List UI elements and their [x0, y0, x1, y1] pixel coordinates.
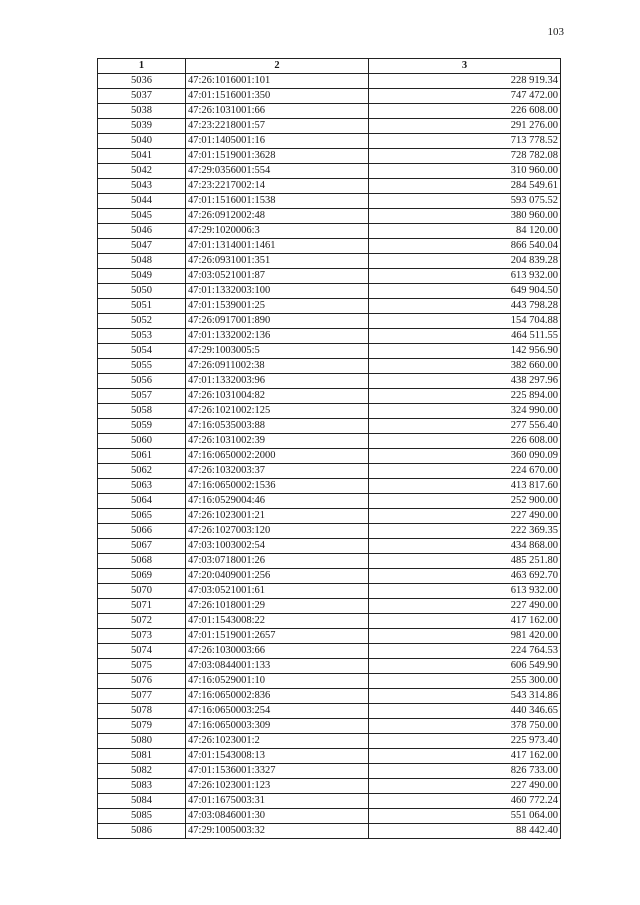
table-row	[98, 464, 561, 479]
amount-cell: 463 692.70	[369, 569, 561, 584]
row-number-cell: 5067	[98, 539, 186, 554]
row-number-cell: 5083	[98, 779, 186, 794]
cadastral-code-cell: 47:26:0911002:38	[186, 359, 369, 374]
table-row	[98, 809, 561, 824]
table-row	[98, 704, 561, 719]
table-row	[98, 569, 561, 584]
cadastral-code-cell: 47:01:1536001:3327	[186, 764, 369, 779]
cadastral-code-cell: 47:26:0912002:48	[186, 209, 369, 224]
amount-cell: 222 369.35	[369, 524, 561, 539]
row-number-cell: 5070	[98, 584, 186, 599]
amount-cell: 434 868.00	[369, 539, 561, 554]
table-row	[98, 194, 561, 209]
amount-cell: 613 932.00	[369, 584, 561, 599]
cadastral-code-cell: 47:20:0409001:256	[186, 569, 369, 584]
cadastral-code-cell: 47:23:2218001:57	[186, 119, 369, 134]
cadastral-code-cell: 47:16:0650003:254	[186, 704, 369, 719]
cadastral-code-cell: 47:26:1031001:66	[186, 104, 369, 119]
amount-cell: 252 900.00	[369, 494, 561, 509]
amount-cell: 551 064.00	[369, 809, 561, 824]
amount-cell: 417 162.00	[369, 614, 561, 629]
row-number-cell: 5065	[98, 509, 186, 524]
cadastral-code-cell: 47:03:0521001:87	[186, 269, 369, 284]
amount-cell: 227 490.00	[369, 779, 561, 794]
table-row	[98, 389, 561, 404]
cadastral-code-cell: 47:16:0650002:2000	[186, 449, 369, 464]
table-row	[98, 749, 561, 764]
amount-cell: 981 420.00	[369, 629, 561, 644]
table-row	[98, 344, 561, 359]
row-number-cell: 5039	[98, 119, 186, 134]
amount-cell: 613 932.00	[369, 269, 561, 284]
table-row	[98, 824, 561, 839]
cadastral-code-cell: 47:01:1539001:25	[186, 299, 369, 314]
row-number-cell: 5072	[98, 614, 186, 629]
amount-cell: 360 090.09	[369, 449, 561, 464]
row-number-cell: 5044	[98, 194, 186, 209]
amount-cell: 284 549.61	[369, 179, 561, 194]
cadastral-code-cell: 47:29:1020006:3	[186, 224, 369, 239]
cadastral-code-cell: 47:03:0521001:61	[186, 584, 369, 599]
amount-cell: 443 798.28	[369, 299, 561, 314]
amount-cell: 747 472.00	[369, 89, 561, 104]
row-number-cell: 5085	[98, 809, 186, 824]
amount-cell: 440 346.65	[369, 704, 561, 719]
table-row	[98, 524, 561, 539]
row-number-cell: 5047	[98, 239, 186, 254]
amount-cell: 593 075.52	[369, 194, 561, 209]
amount-cell: 224 764.53	[369, 644, 561, 659]
amount-cell: 324 990.00	[369, 404, 561, 419]
row-number-cell: 5045	[98, 209, 186, 224]
row-number-cell: 5081	[98, 749, 186, 764]
cadastral-code-cell: 47:26:1027003:120	[186, 524, 369, 539]
cadastral-code-cell: 47:01:1314001:1461	[186, 239, 369, 254]
row-number-cell: 5054	[98, 344, 186, 359]
page-number: 103	[547, 26, 564, 38]
amount-cell: 826 733.00	[369, 764, 561, 779]
cadastral-code-cell: 47:23:2217002:14	[186, 179, 369, 194]
table-header-row	[98, 59, 561, 74]
table-row	[98, 719, 561, 734]
table-row	[98, 149, 561, 164]
cadastral-code-cell: 47:03:1003002:54	[186, 539, 369, 554]
row-number-cell: 5063	[98, 479, 186, 494]
table-row	[98, 269, 561, 284]
table-row	[98, 584, 561, 599]
row-number-cell: 5058	[98, 404, 186, 419]
row-number-cell: 5043	[98, 179, 186, 194]
row-number-cell: 5064	[98, 494, 186, 509]
row-number-cell: 5073	[98, 629, 186, 644]
cadastral-code-cell: 47:03:0718001:26	[186, 554, 369, 569]
table-row	[98, 629, 561, 644]
row-number-cell: 5076	[98, 674, 186, 689]
column-header-code: 2	[186, 59, 369, 74]
table-row	[98, 404, 561, 419]
table-row	[98, 659, 561, 674]
table-row	[98, 434, 561, 449]
row-number-cell: 5061	[98, 449, 186, 464]
row-number-cell: 5078	[98, 704, 186, 719]
amount-cell: 713 778.52	[369, 134, 561, 149]
cadastral-code-cell: 47:01:1516001:1538	[186, 194, 369, 209]
table-row	[98, 299, 561, 314]
table-row	[98, 644, 561, 659]
table-row	[98, 449, 561, 464]
table-row	[98, 764, 561, 779]
cadastral-code-cell: 47:01:1405001:16	[186, 134, 369, 149]
row-number-cell: 5071	[98, 599, 186, 614]
amount-cell: 866 540.04	[369, 239, 561, 254]
cadastral-code-cell: 47:01:1332003:96	[186, 374, 369, 389]
amount-cell: 227 490.00	[369, 599, 561, 614]
amount-cell: 226 608.00	[369, 434, 561, 449]
amount-cell: 606 549.90	[369, 659, 561, 674]
cadastral-code-cell: 47:16:0650003:309	[186, 719, 369, 734]
amount-cell: 417 162.00	[369, 749, 561, 764]
column-header-amount: 3	[369, 59, 561, 74]
data-table	[97, 58, 561, 839]
row-number-cell: 5056	[98, 374, 186, 389]
row-number-cell: 5057	[98, 389, 186, 404]
amount-cell: 255 300.00	[369, 674, 561, 689]
row-number-cell: 5037	[98, 89, 186, 104]
cadastral-code-cell: 47:26:1021002:125	[186, 404, 369, 419]
cadastral-code-cell: 47:26:1018001:29	[186, 599, 369, 614]
table-row	[98, 329, 561, 344]
table-row	[98, 74, 561, 89]
table-row	[98, 239, 561, 254]
table-row	[98, 374, 561, 389]
row-number-cell: 5059	[98, 419, 186, 434]
amount-cell: 464 511.55	[369, 329, 561, 344]
table-row	[98, 539, 561, 554]
row-number-cell: 5068	[98, 554, 186, 569]
amount-cell: 310 960.00	[369, 164, 561, 179]
amount-cell: 224 670.00	[369, 464, 561, 479]
row-number-cell: 5048	[98, 254, 186, 269]
row-number-cell: 5052	[98, 314, 186, 329]
cadastral-code-cell: 47:01:1516001:350	[186, 89, 369, 104]
cadastral-code-cell: 47:16:0535003:88	[186, 419, 369, 434]
cadastral-code-cell: 47:03:0844001:133	[186, 659, 369, 674]
row-number-cell: 5038	[98, 104, 186, 119]
row-number-cell: 5075	[98, 659, 186, 674]
amount-cell: 228 919.34	[369, 74, 561, 89]
table-row	[98, 119, 561, 134]
row-number-cell: 5084	[98, 794, 186, 809]
table-row	[98, 494, 561, 509]
amount-cell: 649 904.50	[369, 284, 561, 299]
table-body	[98, 74, 561, 839]
row-number-cell: 5051	[98, 299, 186, 314]
table-row	[98, 554, 561, 569]
cadastral-code-cell: 47:01:1543008:13	[186, 749, 369, 764]
table-row	[98, 479, 561, 494]
table-row	[98, 224, 561, 239]
amount-cell: 380 960.00	[369, 209, 561, 224]
table-row	[98, 314, 561, 329]
table-row	[98, 794, 561, 809]
table-row	[98, 674, 561, 689]
cadastral-code-cell: 47:26:1032003:37	[186, 464, 369, 479]
cadastral-code-cell: 47:01:1332002:136	[186, 329, 369, 344]
row-number-cell: 5069	[98, 569, 186, 584]
amount-cell: 291 276.00	[369, 119, 561, 134]
cadastral-code-cell: 47:16:0529001:10	[186, 674, 369, 689]
cadastral-code-cell: 47:26:1031004:82	[186, 389, 369, 404]
amount-cell: 413 817.60	[369, 479, 561, 494]
row-number-cell: 5060	[98, 434, 186, 449]
table-row	[98, 284, 561, 299]
cadastral-code-cell: 47:26:1023001:21	[186, 509, 369, 524]
cadastral-code-cell: 47:29:0356001:554	[186, 164, 369, 179]
table-row	[98, 164, 561, 179]
amount-cell: 226 608.00	[369, 104, 561, 119]
cadastral-code-cell: 47:01:1675003:31	[186, 794, 369, 809]
table-row	[98, 509, 561, 524]
cadastral-code-cell: 47:03:0846001:30	[186, 809, 369, 824]
cadastral-code-cell: 47:29:1005003:32	[186, 824, 369, 839]
cadastral-code-cell: 47:26:1023001:123	[186, 779, 369, 794]
cadastral-code-cell: 47:01:1332003:100	[186, 284, 369, 299]
table-row	[98, 179, 561, 194]
amount-cell: 225 973.40	[369, 734, 561, 749]
amount-cell: 378 750.00	[369, 719, 561, 734]
amount-cell: 460 772.24	[369, 794, 561, 809]
row-number-cell: 5074	[98, 644, 186, 659]
table-row	[98, 599, 561, 614]
amount-cell: 88 442.40	[369, 824, 561, 839]
amount-cell: 84 120.00	[369, 224, 561, 239]
row-number-cell: 5066	[98, 524, 186, 539]
cadastral-code-cell: 47:26:0931001:351	[186, 254, 369, 269]
amount-cell: 485 251.80	[369, 554, 561, 569]
cadastral-code-cell: 47:26:1016001:101	[186, 74, 369, 89]
table-row	[98, 779, 561, 794]
row-number-cell: 5041	[98, 149, 186, 164]
amount-cell: 225 894.00	[369, 389, 561, 404]
column-header-number: 1	[98, 59, 186, 74]
cadastral-code-cell: 47:16:0529004:46	[186, 494, 369, 509]
table-row	[98, 254, 561, 269]
amount-cell: 204 839.28	[369, 254, 561, 269]
row-number-cell: 5049	[98, 269, 186, 284]
table-row	[98, 209, 561, 224]
cadastral-code-cell: 47:26:1023001:2	[186, 734, 369, 749]
table-row	[98, 359, 561, 374]
row-number-cell: 5053	[98, 329, 186, 344]
row-number-cell: 5050	[98, 284, 186, 299]
amount-cell: 277 556.40	[369, 419, 561, 434]
cadastral-code-cell: 47:16:0650002:836	[186, 689, 369, 704]
cadastral-code-cell: 47:26:1030003:66	[186, 644, 369, 659]
row-number-cell: 5062	[98, 464, 186, 479]
row-number-cell: 5055	[98, 359, 186, 374]
row-number-cell: 5040	[98, 134, 186, 149]
row-number-cell: 5086	[98, 824, 186, 839]
amount-cell: 154 704.88	[369, 314, 561, 329]
row-number-cell: 5046	[98, 224, 186, 239]
cadastral-code-cell: 47:26:1031002:39	[186, 434, 369, 449]
amount-cell: 227 490.00	[369, 509, 561, 524]
cadastral-code-cell: 47:01:1519001:2657	[186, 629, 369, 644]
table-row	[98, 134, 561, 149]
table-row	[98, 614, 561, 629]
cadastral-code-cell: 47:16:0650002:1536	[186, 479, 369, 494]
row-number-cell: 5077	[98, 689, 186, 704]
amount-cell: 382 660.00	[369, 359, 561, 374]
table-row	[98, 89, 561, 104]
cadastral-code-cell: 47:29:1003005:5	[186, 344, 369, 359]
amount-cell: 142 956.90	[369, 344, 561, 359]
row-number-cell: 5036	[98, 74, 186, 89]
table-row	[98, 689, 561, 704]
row-number-cell: 5080	[98, 734, 186, 749]
row-number-cell: 5079	[98, 719, 186, 734]
table-row	[98, 419, 561, 434]
amount-cell: 543 314.86	[369, 689, 561, 704]
row-number-cell: 5082	[98, 764, 186, 779]
cadastral-code-cell: 47:01:1519001:3628	[186, 149, 369, 164]
cadastral-code-cell: 47:01:1543008:22	[186, 614, 369, 629]
amount-cell: 438 297.96	[369, 374, 561, 389]
row-number-cell: 5042	[98, 164, 186, 179]
amount-cell: 728 782.08	[369, 149, 561, 164]
cadastral-code-cell: 47:26:0917001:890	[186, 314, 369, 329]
table-row	[98, 734, 561, 749]
table-row	[98, 104, 561, 119]
